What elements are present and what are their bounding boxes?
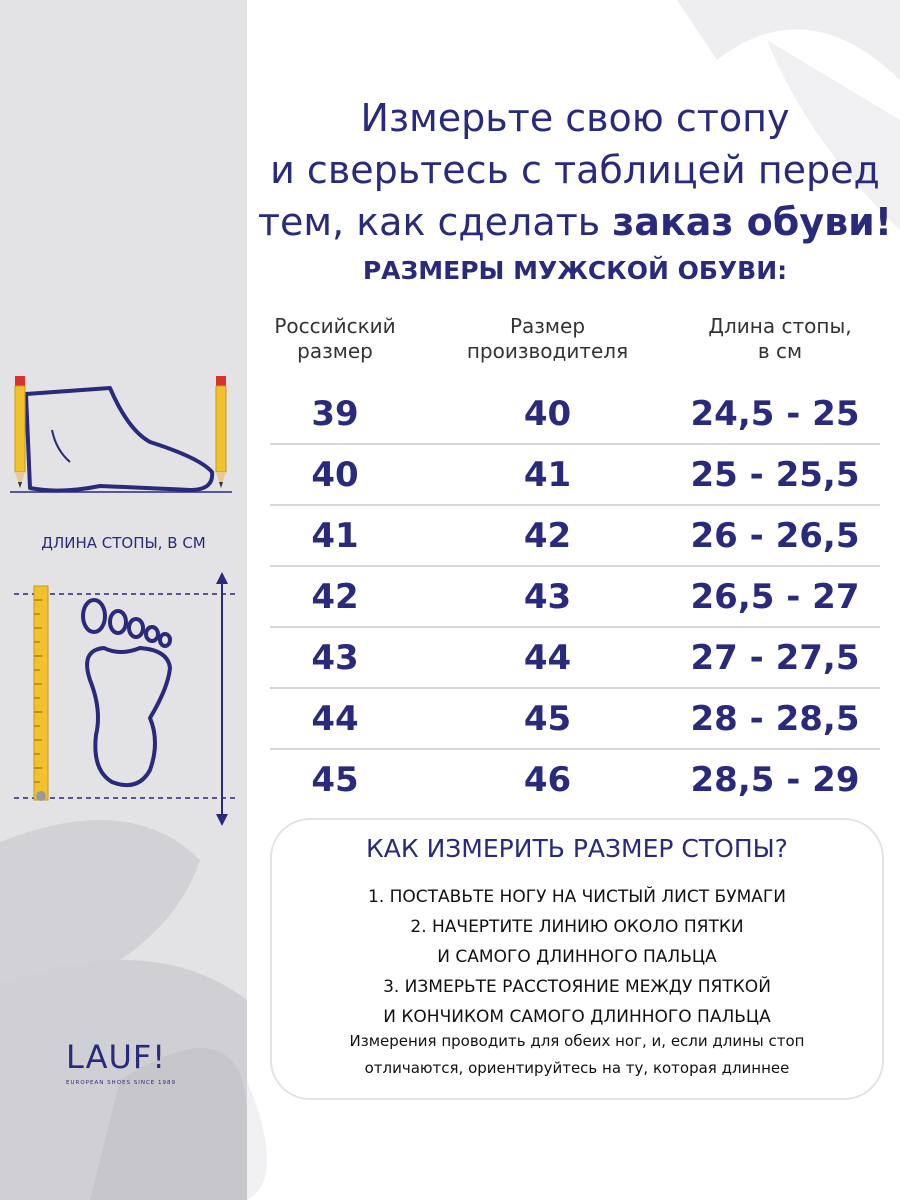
title-line-3-bold: заказ обуви!	[612, 200, 893, 244]
column-header-line: производителя	[466, 339, 629, 363]
foot-side-view-icon	[0, 370, 247, 510]
how-to-steps	[272, 882, 882, 1032]
column-header-line: в см	[757, 339, 803, 363]
table-row	[270, 567, 880, 628]
how-to-measure-box	[270, 818, 884, 1100]
step-line: 1. ПОСТАВЬТЕ НОГУ НА ЧИСТЫЙ ЛИСТ БУМАГИ	[368, 887, 786, 907]
russian-size-cell: 39	[311, 394, 359, 434]
title-line-1: Измерьте свою стопу	[360, 96, 790, 140]
foot-length-cell: 26 - 26,5	[690, 516, 860, 556]
manufacturer-size-cell: 44	[523, 638, 572, 678]
table-row	[270, 628, 880, 689]
table-row	[270, 750, 880, 811]
note-line: отличаются, ориентируйтесь на ту, которая длиннее	[364, 1059, 790, 1077]
note-line: Измерения проводить для обеих ног, и, если длины стоп	[349, 1032, 805, 1050]
foot-top-view-icon	[0, 570, 247, 830]
how-to-note	[272, 1028, 882, 1082]
russian-size-cell: 44	[311, 699, 359, 739]
manufacturer-size-cell: 46	[523, 760, 572, 800]
manufacturer-size-cell: 43	[523, 577, 572, 617]
brand-logo: LAUF!	[66, 1038, 167, 1076]
manufacturer-size-cell: 40	[523, 394, 572, 434]
column-header-manufacturer-size	[440, 314, 655, 364]
column-header-russian-size	[255, 314, 415, 364]
manufacturer-size-cell: 42	[523, 516, 572, 556]
manufacturer-size-cell: 41	[523, 455, 572, 495]
foot-length-cell: 28,5 - 29	[690, 760, 860, 800]
how-to-title: КАК ИЗМЕРИТЬ РАЗМЕР СТОПЫ?	[366, 834, 788, 863]
column-header-line: Длина стопы,	[708, 314, 852, 338]
foot-length-label: ДЛИНА СТОПЫ, В СМ	[41, 534, 206, 552]
column-header-line: Российский	[274, 314, 396, 338]
step-line: И САМОГО ДЛИННОГО ПАЛЬЦА	[437, 947, 717, 967]
table-row	[270, 445, 880, 506]
table-row	[270, 506, 880, 567]
title-line-3-regular: тем, как сделать	[257, 200, 613, 244]
foot-length-cell: 26,5 - 27	[690, 577, 860, 617]
sidebar	[0, 0, 247, 1200]
foot-length-cell: 27 - 27,5	[690, 638, 860, 678]
manufacturer-size-cell: 45	[523, 699, 572, 739]
russian-size-cell: 41	[311, 516, 359, 556]
title-line-2: и сверьтесь с таблицей перед	[270, 148, 880, 192]
foot-length-cell: 24,5 - 25	[690, 394, 860, 434]
russian-size-cell: 42	[311, 577, 359, 617]
table-row	[270, 384, 880, 445]
column-header-line: размер	[297, 339, 373, 363]
page-title	[250, 92, 900, 248]
foot-length-cell: 28 - 28,5	[690, 699, 860, 739]
step-line: И КОНЧИКОМ САМОГО ДЛИННОГО ПАЛЬЦА	[383, 1007, 771, 1027]
russian-size-cell: 40	[311, 455, 359, 495]
column-header-foot-length	[680, 314, 880, 364]
table-subtitle: РАЗМЕРЫ МУЖСКОЙ ОБУВИ:	[362, 256, 788, 285]
russian-size-cell: 43	[311, 638, 359, 678]
column-header-line: Размер	[509, 314, 586, 338]
foot-length-cell: 25 - 25,5	[690, 455, 860, 495]
step-line: 3. ИЗМЕРЬТЕ РАССТОЯНИЕ МЕЖДУ ПЯТКОЙ	[383, 977, 771, 997]
russian-size-cell: 45	[311, 760, 359, 800]
table-row	[270, 689, 880, 750]
title-line-3	[250, 196, 900, 248]
step-line: 2. НАЧЕРТИТЕ ЛИНИЮ ОКОЛО ПЯТКИ	[410, 917, 744, 937]
brand-tagline: EUROPEAN SHOES SINCE 1989	[66, 1080, 177, 1086]
